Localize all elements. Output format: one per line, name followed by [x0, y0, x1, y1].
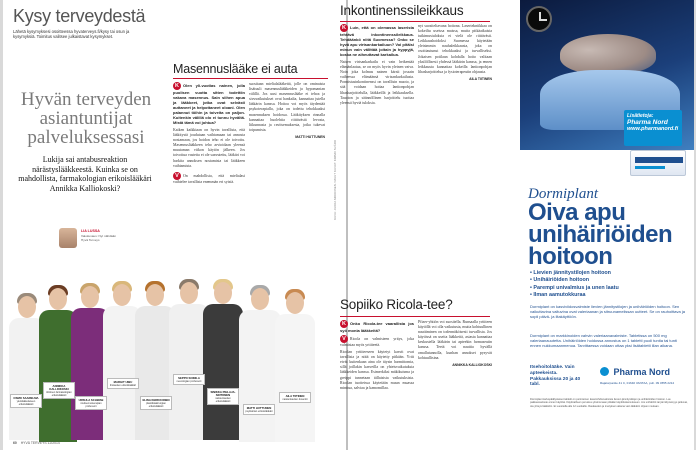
right-page [340, 0, 694, 450]
ad-availability: Itsehoitolääke. Vain apteekeista. Pakkauksissa 20 ja 40 tabl. [530, 365, 581, 388]
question-badge-icon: K [340, 320, 348, 328]
clock-icon [526, 6, 552, 32]
expert-tag: MATTI HUTTUNEN psykiatrian erikoislääkäri [243, 404, 275, 415]
magazine-name: HYVÄ TERVEYS 12/2014 [20, 441, 60, 445]
expert-avatar [59, 228, 77, 248]
expert-tag: SEPPO SOINILA neurologian professori [173, 374, 205, 385]
ad-bullets [530, 270, 690, 300]
article2-col2 [418, 24, 492, 274]
ad-bullet: • Parempi univalmius ja unen laatu [530, 284, 619, 291]
article2-question: Luin, että on olemassa laserista tehtävä inkontinenssileikkaus. Tehdäänkö niitä Suomessa? Onko se hyvä apu virtsankarkailuun? Voi pitäisi minun vain välittää joitain ja hyppyjä, koska ne aiheuttavat karkailua. [340, 25, 414, 57]
product-pack [630, 150, 686, 176]
expert-tag: ELINA KERKKONEN plastiikkakirurgian erikoislääkäri [140, 396, 172, 410]
expert-tag: MARGIT UIBU ihotautien erikoislääkäri [107, 378, 139, 389]
feature-deck: Lukija sai antabusreaktion närästyslääkkeestä. Kuinka se on mahdollista, farmakologian erikoislääkäri Annikka Kalliokoski? [18, 155, 152, 193]
ad-bullet: • Ilman aamutokkuraa [530, 292, 586, 299]
article2-signature: AILA TIITINEN [469, 76, 492, 81]
expert-tag: AILA TIITINEN naistentautien dosentti [279, 392, 311, 403]
article2-col1-text: Naisen virtsankarkailu ei vain heikentää elämänlaatua, se on myös hyvin yleinen vaiva. Noin joka kolmas nainen kärsii jossain vaiheessa elämäänsä virtsankarkailusta. Ponnistusinkontinenssi on tavallisin muoto, ja sitä voidaan hoitaa lantionpohjan lihasharjoittelulla, lääkkeillä ja leikkauksella. Tauoton ja säännöllinen harjoittelu tuottaa yleensä hyviä tuloksia. [340, 60, 414, 105]
company-name: Pharma Nord [613, 366, 670, 377]
ad-night-photo [520, 0, 694, 150]
question-badge-icon: K [173, 82, 181, 90]
photo-credit: KUVA: JUKKA MIKKONEN / MUUT KUVAT: KIMMO SVÄRD [333, 139, 337, 220]
article2-title: Inkontinenssileikkaus [340, 3, 464, 18]
ad-headline-line1: Oiva apu [528, 199, 626, 226]
article2-rule [340, 21, 490, 22]
ad-bullet: • Lievien jännitystilojen hoitoon [530, 270, 611, 276]
question-badge-icon: K [340, 24, 348, 32]
sleeping-woman-silhouette [560, 34, 656, 74]
article3-answer-start: Ricola on valmisteen yritys, joka valmistaa myös yrttiteetä. [340, 336, 414, 347]
article1-signature: MATTI HUTTUNEN [295, 134, 325, 139]
expert-tag: SINIKKA PIHLAJA-SINTONEN naistentautien erikoislääkäri [207, 388, 239, 405]
company-address: Rajatorpantie 41 C, 01640 VANTAA, puh. 09 4555 2212 [600, 381, 675, 385]
article3-rule [340, 316, 490, 317]
expert-tag: URSULA SCHWAB ravitsemusterapian professori [75, 396, 107, 410]
ad-page [520, 0, 694, 450]
answer-badge-icon: V [340, 335, 348, 343]
info-url[interactable]: www.pharmanord.fi [627, 126, 679, 132]
bullet-icon: • [530, 277, 534, 284]
bullet-icon: • [530, 284, 534, 291]
page-number: 60 [13, 441, 17, 445]
pharma-nord-logo-icon [600, 367, 609, 376]
feature-headline: Hyvän terveyden asiantuntijat palveluksessasi [20, 89, 152, 148]
article3-col2-text: Pfizer-yhtiön voi suositella. Runsaalla yrttiteen käytöllä voi olla vaikutusta, mutta kohtuullinen nauttiminen on todennäköisesti turvallista. Jos käytössä on useita lääkkeitä, asiasta kannattaa keskustella lääkärin tai apteekin farmaseutin kanssa. Teetä voi nauttia hyvällä omallatunnolla, kunhan annokset pysyvät kohtuullisina. [418, 320, 492, 360]
ad-fineprint: Dormiplant kalvopäällysteiset tabletit on perinteinen kasvirohdosvalmiste lievien jännitystilojen ja unihäiriöiden hoitoon. Lue pakkausseloste ennen käyttöä. Käyttöaiheen perustuu yksinomaan pitkään käyttökokemukseen. Jos unihäiriöt tai jännittyneisyys jatkuvat, ota yhteys lääkäriin. Ei suositella alle 12-vuotiaille. Raskauden ja imetyksen aikana vain lääkärin ohjeen mukaan. [530, 398, 688, 408]
answer-badge-icon: V [173, 172, 181, 180]
article2-col2-text: nyt suositeltavana hoitona. Lasertekniikkaa on kokeiltu useissa maissa, mutta pitkäaikaisia tutkimustuloksia ei vielä ole riittävästi. Leikkaushoidoksi Suomessa käytetään yleisimmin nauhaleikkausta, joka on osoittautunut tehokkaaksi ja turvalliseksi. Jokaisen potilaan kohdalla hoito valitaan yksilöllisesti yhdessä lääkärin kanssa, ja ennen leikkausta kannattaa kokeilla lantionpohjan lihasharjoittelua ja fysioterapeutin ohjausta. [418, 24, 492, 74]
article1-col1-text: Kaiken kaikkiaan on hyvin tavallista, että lääkitystä joudutaan vaihtamaan tai annosta nostamaan, jos hoidon teho ei ole toivottu. Masennuslääkkeen teho arvioidaan yleensä muutaman viikon käytön jälkeen. Jos toivottua vastetta ei ole saavutettu, lääkäri voi harkita annoksen nostamista tai lääkkeen vaihtamista. [173, 128, 245, 168]
info-company: Pharma Nord [627, 119, 668, 126]
section-title: Kysy terveydestä [13, 6, 146, 26]
article3-title: Sopiiko Ricola-tee? [340, 297, 453, 312]
page-footer [13, 441, 60, 445]
ad-headline-line2: unihäiriöiden [528, 221, 673, 248]
expert-name: LIA LUSSA [81, 229, 100, 233]
expert-tag: OSMO SAARELMA yleislääketieteen erikoislääkäri [10, 394, 42, 408]
article1-col2-text: suositaan mielialalääkettä, jolle on ominaista lisätuuli masennuslääkkeiden ja hypomanian välillä. Jos uusi masennuslääke ei tehoa ja sivuvaikutukset ovat hankalia, kannattaa jutella lääkärin kanssa. Hoitoa voi myös täydentää psykoterapialla, joka on todettu tehokkaaksi masennuksen hoidossa. Lääkityksen rinnalla kannattaa huolehtia riittävästä levosta, liikunnasta ja ravitsemuksesta, jotka tukevat toipumista. [249, 82, 325, 132]
article3-signature: ANNIKKA KALLIOKOSKI [452, 362, 492, 367]
article1-col2 [249, 82, 325, 272]
expert-desc: Valokuvaus: Nyt nähdään Hyvä Terveys [81, 234, 117, 242]
expert-person [203, 276, 243, 440]
article1-rule [173, 78, 328, 79]
article3-col2 [418, 320, 492, 438]
ad-headline-line3: hoitoon [528, 243, 613, 270]
article1-col1 [173, 82, 245, 268]
info-box [624, 110, 682, 146]
article3-col1 [340, 320, 414, 438]
expert-tag: ANNIKKA KALLIOKOSKI kliinisen farmakologian erikoislääkäri [43, 382, 75, 399]
article1-answer-start: On mahdollista, että mielialasi vaihtelee tavallista enemmän eri syistä. [173, 173, 245, 184]
ad-brand: Dormiplant [528, 186, 599, 202]
ad-headline [528, 199, 693, 270]
article2-col1 [340, 24, 414, 274]
expert-person [275, 286, 315, 442]
left-page [3, 0, 348, 450]
article3-question: Onko Ricola-tee vaarallista jos syö monia lääkkeitä? [340, 321, 414, 333]
company-logo [600, 363, 688, 386]
info-label: Lisätietoja: [627, 113, 654, 119]
ad-bullet: • Unihäiriöiden hoitoon [530, 277, 590, 284]
section-intro: Lähetä kysymyksesi osoitteessa hyvaterveys.fi/kysy tai osun ja kysymyksiä. Toimitus valitsee julkaistavat kysymykset. [13, 29, 130, 40]
bullet-icon: • [530, 270, 534, 276]
article1-title: Masennuslääke ei auta [173, 62, 298, 76]
bullet-icon: • [530, 292, 534, 299]
experts-photo [3, 270, 348, 442]
article3-col1-text: Ricolan yrttiteeseen käytetyt kasvit ovat tavallisia ja niitä on käytetty pitkään. Yrtit eivät kuitenkaan aina ole täysin harmittomia, sillä joillakin kasveilla on yhteisvaikutuksia lääkkeiden kanssa. Esimerkiksi mäkikuisma ja greippi tunnetaan tällaisista vaikutuksista. Ricolan tuotteissa käytetään muun muassa minttua, salviaa ja kamomillaa. [340, 350, 414, 390]
ad-body-1: Dormiplant on kasviviidosvalmiste lievien jännitystilojen ja unihäiriöiden hoitoon. Sen vaikuttavina valtuvina ovat valeriaanan ja sitruunamelissan uutteet. Se on rauhoittava ja sopii päivä- ja iltakäyttöön. [530, 304, 685, 320]
ad-body-2: Dormiplant on markkinoiden vahvin valeriaanavalmiste. Tabletissa on 500 mg valeriaanauutetta. Unihäiriöiden hoidossa annostus on 1 tabletti puoli tuntia tai tunti ennen nukkumaanmenoa. Tarvittaessa voidaan ottaa yksi lisätabletti illan aikana. [530, 333, 677, 349]
article1-question: Olen yli-vuotias nainen, jolla puolisen vuotta sitten todettiin vakava masennus. Sain siihen apua ja lääkkeet, jotka ovat selvästi auttaneet ja helpottaneet oloani. Olen palannut töihin ja toiveita on paljon. Kuitenkin välillä olo ei tunnu hyvältä. Mistä tämä voi johtua? [173, 83, 245, 125]
